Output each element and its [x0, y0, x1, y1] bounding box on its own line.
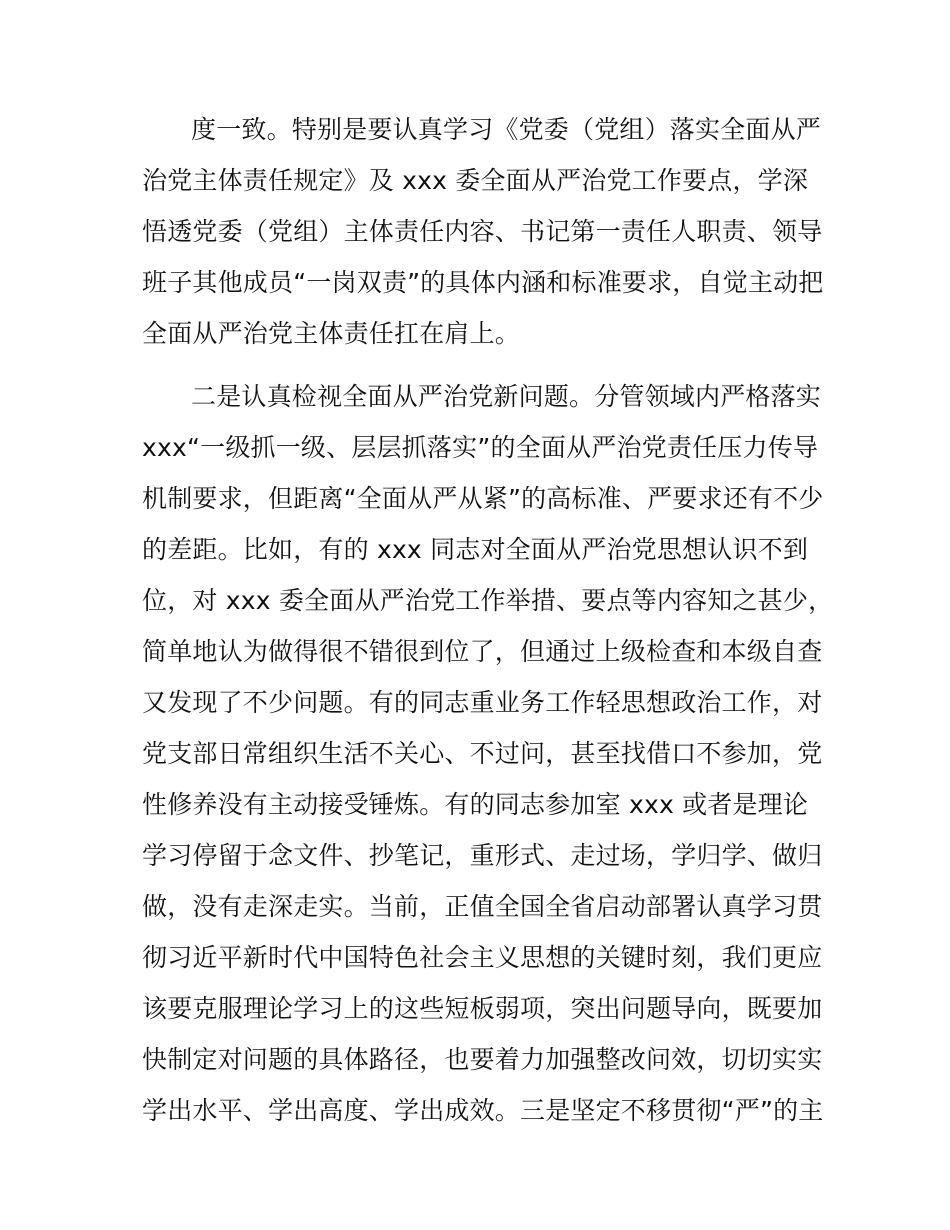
text-line: 快制定对问题的具体路径，也要着力加强整改问效，切切实实 — [142, 1045, 823, 1074]
text-line: 做，没有走深走实。当前，正值全国全省启动部署认真学习贯 — [142, 892, 823, 921]
text-line: 位，对 xxx 委全面从严治党工作举措、要点等内容知之甚少， — [142, 586, 834, 615]
text-line: 学出水平、学出高度、学出成效。三是坚定不移贯彻“严”的主 — [142, 1096, 824, 1125]
text-line: 机制要求，但距离“全面从严从紧”的高标准、严要求还有不少 — [142, 484, 824, 513]
text-line: 度一致。特别是要认真学习《党委（党组）落实全面从严 — [191, 115, 822, 144]
text-line: 又发现了不少问题。有的同志重业务工作轻思想政治工作，对 — [142, 688, 823, 717]
text-line: 该要克服理论学习上的这些短板弱项，突出问题导向，既要加 — [142, 994, 823, 1023]
text-line: 性修养没有主动接受锤炼。有的同志参加室 xxx 或者是理论 — [142, 790, 809, 819]
text-line: 二是认真检视全面从严治党新问题。分管领域内严格落实 — [191, 382, 822, 411]
body-text — [142, 104, 842, 1136]
text-line: 学习停留于念文件、抄笔记，重形式、走过场，学归学、做归 — [142, 841, 823, 870]
text-line: 简单地认为做得很不错很到位了，但通过上级检查和本级自查 — [142, 637, 823, 666]
text-line: 全面从严治党主体责任扛在肩上。 — [142, 319, 521, 348]
text-line: 的差距。比如，有的 xxx 同志对全面从严治党思想认识不到 — [142, 535, 809, 564]
text-line: xxx“一级抓一级、层层抓落实”的全面从严治党责任压力传导 — [142, 433, 819, 462]
paragraph-1 — [142, 104, 842, 359]
text-line: 彻习近平新时代中国特色社会主义思想的关键时刻，我们更应 — [142, 943, 823, 972]
text-line: 班子其他成员“一岗双责”的具体内涵和标准要求，自觉主动把 — [142, 268, 824, 297]
text-line: 党支部日常组织生活不关心、不过问，甚至找借口不参加，党 — [142, 739, 823, 768]
text-line: 治党主体责任规定》及 xxx 委全面从严治党工作要点，学深 — [142, 166, 809, 195]
text-line: 悟透党委（党组）主体责任内容、书记第一责任人职责、领导 — [142, 217, 823, 246]
paragraph-2 — [142, 371, 842, 1136]
